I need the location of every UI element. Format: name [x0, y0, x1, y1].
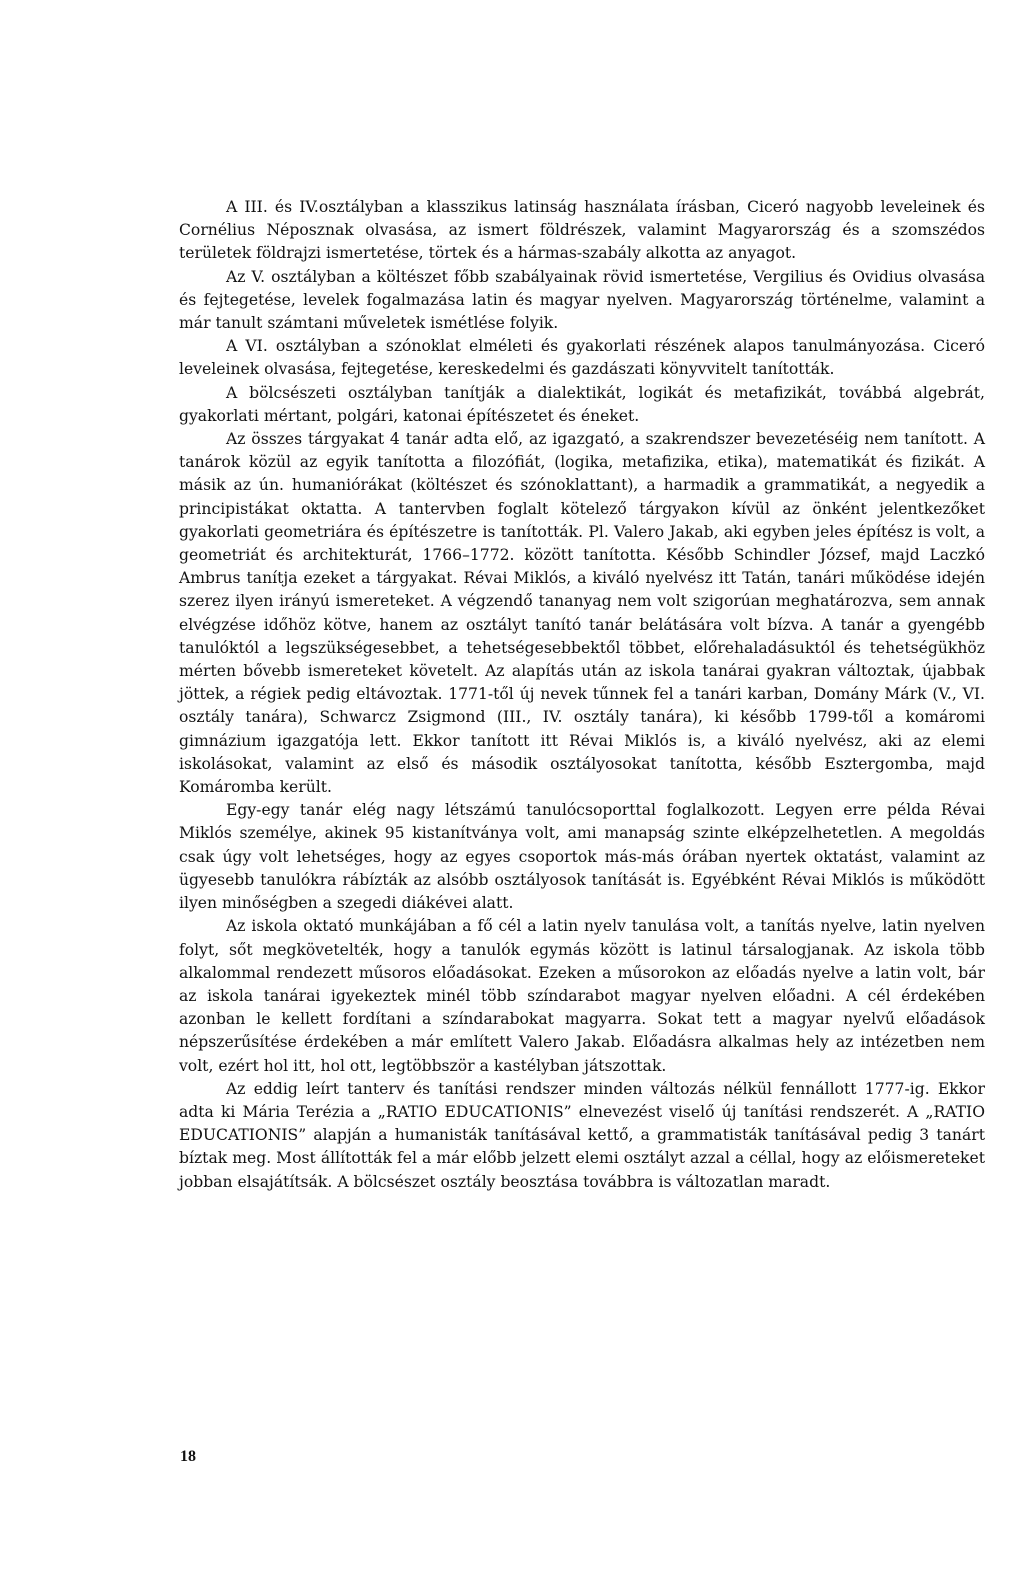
paragraph-class-6: A VI. osztályban a szónoklat elméleti és gyakorlati részének alapos tanulmányozása. Ciceró leveleinek olvasása, fejtegetése, kereskedelmi és gazdászati könyvvitelt tanították. — [179, 337, 985, 379]
page-body — [179, 196, 985, 1194]
page-number: 18 — [180, 1448, 196, 1465]
paragraph-classes-3-4: A III. és IV.osztályban a klasszikus latinság használata írásban, Ciceró nagyobb leveleinek és Cornélius Néposznak olvasása, az ismert földrészek, valamint Magyarország és a szomszédos területek földrajzi ismertetése, törtek és a hármas-szabály alkotta az anyagot. — [179, 198, 985, 263]
paragraph-latin-language: Az iskola oktató munkájában a fő cél a latin nyelv tanulása volt, a tanítás nyelve, latin nyelven folyt, sőt megkövetelték, hogy a tanulók egymás között is latinul társalogjanak. Az iskola több alkalommal rendezett műsoros előadásokat. Ezeken a műsorokon az előadás nyelve a latin volt, bár az iskola tanárai igyekeztek minél több színdarabot magyar nyelven előadni. A cél érdekében azonban le kellett fordítani a színdarabokat magyarra. Sokat tett a magyar nyelvű előadások népszerűsítése érdekében a már említett Valero Jakab. Előadásra alkalmas hely az intézetben nem volt, ezért hol itt, hol ott, legtöbbször a kastélyban játszottak. — [179, 917, 985, 1075]
paragraph-ratio-educationis: Az eddig leírt tanterv és tanítási rendszer minden változás nélkül fennállott 1777-ig. Ekkor adta ki Mária Terézia a „RATIO EDUCATIONIS” elnevezést viselő új tanítási rendszerét. A „RATIO EDUCATIONIS” alapján a humanisták tanításával kettő, a grammatisták tanításával pedig 3 tanárt bíztak meg. Most állították fel a már előbb jelzett elemi osztályt azzal a céllal, hogy az előismereteket jobban elsajátítsák. A bölcsészet osztály beosztása továbbra is változatlan maradt. — [179, 1079, 985, 1191]
paragraph-class-5: Az V. osztályban a költészet főbb szabályainak rövid ismertetése, Vergilius és Ovidius olvasása és fejtegetése, levelek fogalmazása latin és magyar nyelven. Magyarország történelme, valamint a már tanult számtani műveletek ismétlése folyik. — [179, 267, 985, 333]
paragraph-teachers: Az összes tárgyakat 4 tanár adta elő, az igazgató, a szakrendszer bevezetéséig nem tanított. A tanárok közül az egyik tanította a filozófiát, (logika, metafizika, etika), matematikát és fizikát. A másik az ún. humaniórákat (költészet és szónoklattant), a harmadik a grammatikát, a negyedik a principistákat oktatta. A tantervben foglalt kötelező tárgyakon kívül az önként jelentkezőket gyakorlati geometriára és építészetre is tanították. Pl. Valero Jakab, aki egyben jeles építész is volt, a geometriát és architekturát, 1766–1772. között tanította. Később Schindler József, majd Laczkó Ambrus tanítja ezeket a tárgyakat. Révai Miklós, a kiváló nyelvész itt Tatán, tanári működése idején szerez ilyen irányú ismereteket. A végzendő tananyag nem volt szigorúan meghatározva, sem annak elvégzése időhöz kötve, hanem az osztályt tanító tanár belátására volt bízva. A tanár a gyengébb tanulóktól a legszükségesebbet, a tehetségesebbektől többet, előrehaladásuktól és tehetségükhöz mérten bővebb ismereteket követelt. Az alapítás után az iskola tanárai gyakran változtak, újabbak jöttek, a régiek pedig eltávoztak. 1771-től új nevek tűnnek fel a tanári karban, Domány Márk (V., VI. osztály tanára), Schwarcz Zsigmond (III., IV. osztály tanára), ki később 1799-től a komáromi gimnázium igazgatója lett. Ekkor tanított itt Révai Miklós is, a kiváló nyelvész, aki az elemi iskolásokat, valamint az első és második osztályosokat tanította, később Esztergomba, majd Komáromba került. — [179, 430, 985, 797]
paragraph-philosophy-class: A bölcsészeti osztályban tanítják a dialektikát, logikát és metafizikát, továbbá algebrát, gyakorlati mértant, polgári, katonai építészetet és éneket. — [179, 383, 985, 425]
paragraph-student-groups: Egy-egy tanár elég nagy létszámú tanulócsoporttal foglalkozott. Legyen erre példa Révai Miklós személye, akinek 95 kistanítványa volt, ami manapság szinte elképzelhetetlen. A megoldás csak úgy volt lehetséges, hogy az egyes csoportok más-más órában nyertek oktatást, valamint az ügyesebb tanulókra rábízták az alsóbb osztályosok tanítását is. Egyébként Révai Miklós is működött ilyen minőségben a szegedi diákévei alatt. — [179, 801, 985, 913]
